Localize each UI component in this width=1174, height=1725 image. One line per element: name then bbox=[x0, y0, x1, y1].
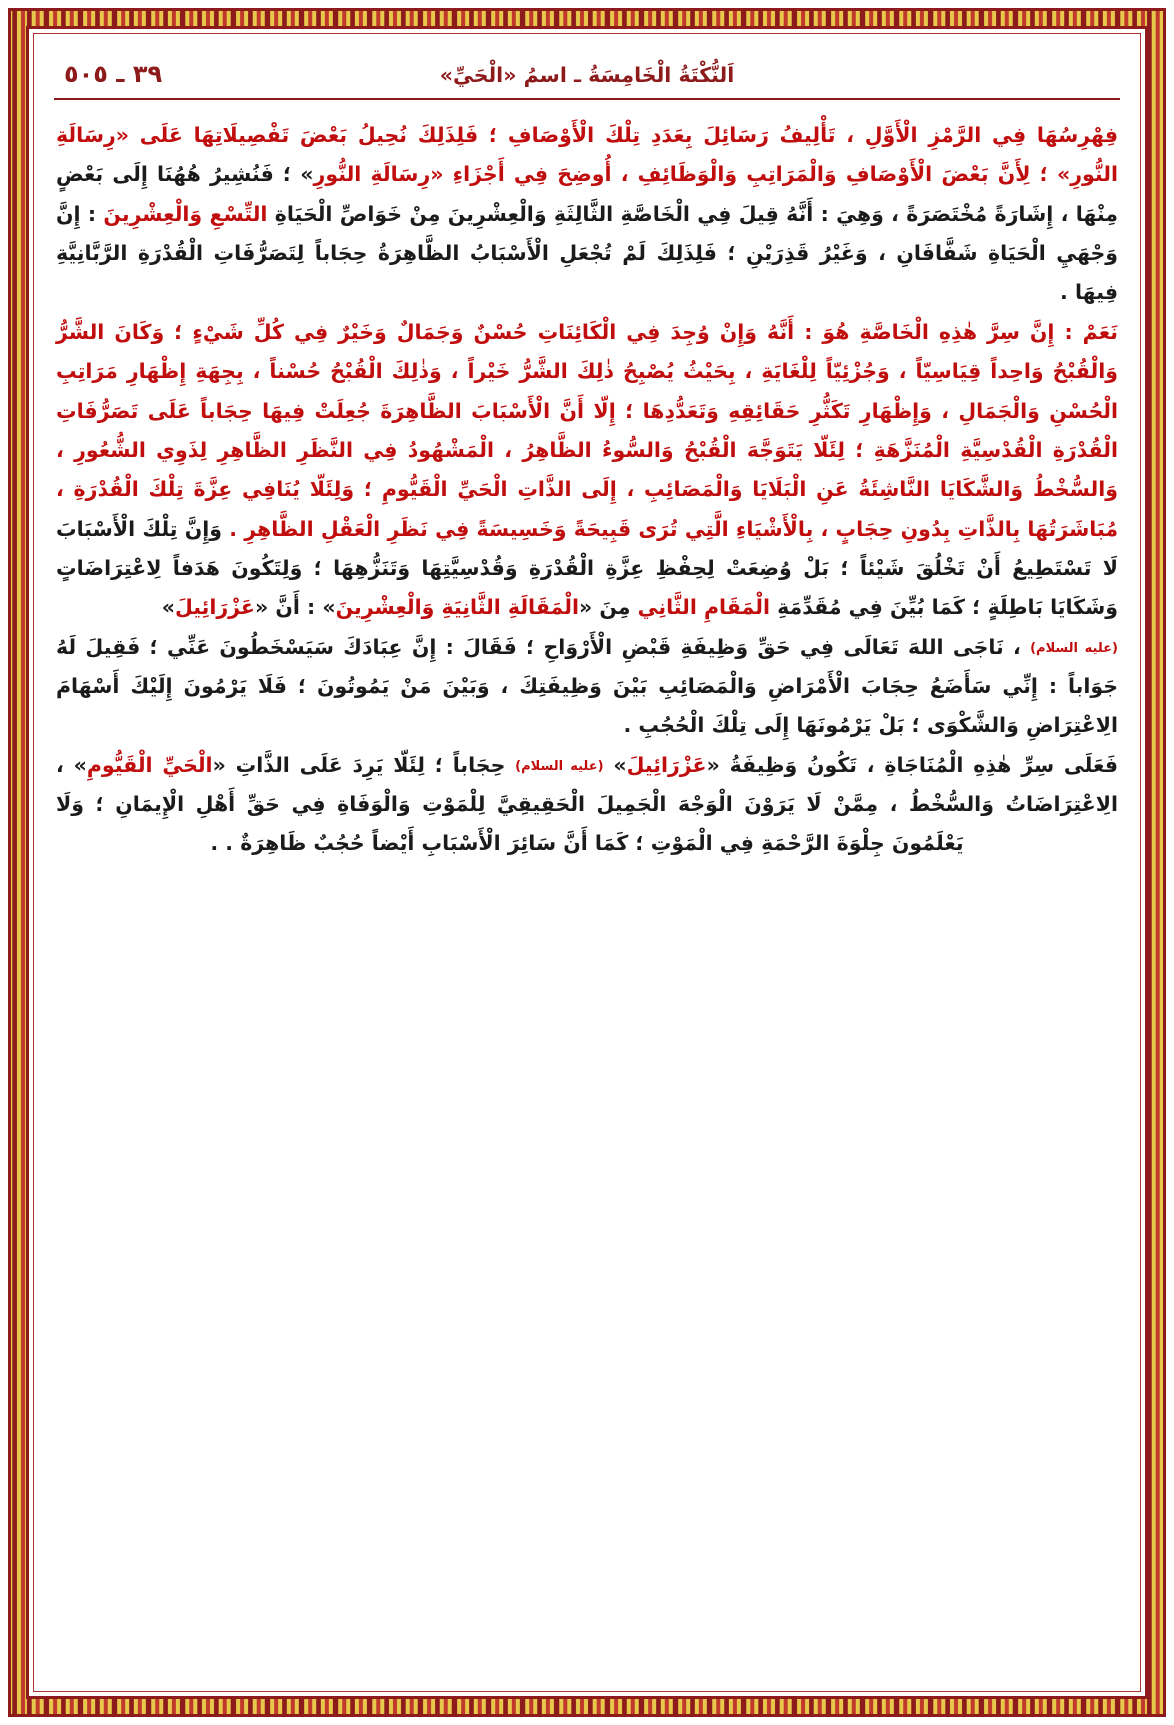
honorific-mark: (عليه السلام) bbox=[515, 758, 604, 774]
paragraph bbox=[56, 746, 1118, 864]
text-run: مِنَ « bbox=[578, 595, 638, 620]
text-run: » ؛ فَنُشِيرُ هُهُنَا إِلَى بَعْضٍ مِنْهَا ، إِشَارَةً مُخْتَصَرَةً ، وَهِيَ : أَنَّهُ قِيلَ فِي الْخَاصَّةِ الثَّالِثَةِ وَالْعِشْرِينَ مِنْ خَوَاصِّ الْحَيَاةِ bbox=[56, 162, 1118, 226]
text-run: التِّسْعِ وَالْعِشْرِينَ bbox=[103, 201, 268, 226]
text-run: » : أَنَّ « bbox=[254, 595, 336, 620]
text-run: : إِنَّ وَجْهَيِ الْحَيَاةِ شَفَّافَانِ ، وَغَيْرُ قَذِرَيْنِ ؛ فَلِذَلِكَ لَمْ تُجْعَلِ الْأَسْبَابُ الظَّاهِرَةُ حِجَاباً لِتَصَرُّفَاتِ الْقُدْرَةِ الرَّبَّانِيَّةِ فِيهَا . bbox=[56, 201, 1118, 305]
page-title: اَلنُّكْتَةُ الْخَامِسَةُ ـ اسمُ «الْحَيِّ» bbox=[439, 63, 735, 87]
header-divider bbox=[54, 98, 1120, 100]
text-run: الْمَقَامِ الثَّانِي bbox=[637, 595, 770, 620]
text-run: فَعَلَى سِرِّ هٰذِهِ الْمُنَاجَاةِ ، تَكُونُ وَظِيفَةُ « bbox=[706, 752, 1118, 777]
text-run: رِسَالَةِ النُّورِ bbox=[313, 162, 431, 187]
page-header bbox=[44, 46, 1130, 88]
text-run: الْحَيِّ الْقَيُّومِ bbox=[86, 752, 213, 777]
text-run: » bbox=[603, 752, 627, 777]
text-run: حِجَاباً ؛ لِئَلّا يَرِدَ عَلَى الذَّاتِ « bbox=[212, 752, 516, 777]
text-run: وَإِنَّ تِلْكَ الْأَسْبَابَ لَا تَسْتَطِيعُ أَنْ تَخْلُقَ شَيْئاً ؛ بَلْ وُضِعَتْ لِحِفْظِ عِزَّةِ الْقُدْرَةِ وَقُدْسِيَّتِهَا وَتَنَزُّهِهَا ؛ وَلِتَكُونَ هَدَفاً لِاعْتِرَاضَاتٍ وَشَكَايَا بَاطِلَةٍ ؛ كَمَا بُيِّنَ فِي مُقَدِّمَةِ bbox=[56, 516, 1118, 620]
paragraph bbox=[56, 628, 1118, 746]
page-content bbox=[44, 46, 1130, 1681]
text-run: عَزْرَائِيلَ bbox=[626, 752, 707, 777]
text-run: » ، الِاعْتِرَاضَاتُ وَالسُّخْطُ ، مِمَّنْ لَا يَرَوْنَ الْوَجْهَ الْجَمِيلَ الْحَقِيقِيَّ لِلْمَوْتِ وَالْوَفَاةِ فِي حَقِّ أَهْلِ الْإِيمَانِ ؛ وَلَا يَعْلَمُونَ جِلْوَةَ الرَّحْمَةِ فِي الْمَوْتِ ؛ كَمَا أَنَّ سَائِرَ الْأَسْبَابِ أَيْضاً حُجُبٌ ظَاهِرَةٌ . . bbox=[56, 752, 1118, 856]
text-run: عَزْرَائِيلَ bbox=[174, 595, 255, 620]
text-run: ، نَاجَى اللهَ تَعَالَى فِي حَقِّ وَظِيفَةِ قَبْضِ الْأَرْوَاحِ ؛ فَقَالَ : إِنَّ عِبَادَكَ سَيَسْخَطُونَ عَنِّي ؛ فَقِيلَ لَهُ جَوَاباً : إِنِّي سَأَضَعُ حِجَابَ الْأَمْرَاضِ وَالْمَصَائِبِ بَيْنَ وَظِيفَتِكَ ، وَبَيْنَ مَنْ يَمُوتُونَ ؛ فَلَا يَرْمُونَ إِلَيْكَ أَسْهَامَ الِاعْتِرَاضِ وَالشَّكْوَى ؛ بَلْ يَرْمُونَهَا إِلَى تِلْكَ الْحُجُبِ . bbox=[56, 634, 1118, 738]
paragraph bbox=[56, 116, 1118, 313]
honorific-mark: (عليه السلام) bbox=[1030, 640, 1118, 656]
text-run: فِهْرِسُهَا فِي الرَّمْزِ الْأَوَّلِ ، تَأْلِيفُ رَسَائِلَ بِعَدَدِ تِلْكَ الْأَوْصَافِ ؛ فَلِذَلِكَ نُحِيلُ بَعْضَ تَفْصِيلَاتِهَا عَلَى «رِسَالَةِ النُّورِ» ؛ لِأَنَّ بَعْضَ الْأَوْصَافِ وَالْمَرَاتِبِ وَالْوَظَائِفِ ، أُوضِحَ فِي أَجْزَاءِ « bbox=[56, 123, 1119, 187]
text-run: نَعَمْ : إِنَّ سِرَّ هٰذِهِ الْخَاصَّةِ هُوَ : أَنَّهُ وَإِنْ وُجِدَ فِي الْكَائِنَاتِ حُسْنٌ وَجَمَالٌ وَخَيْرٌ فِي كُلِّ شَيْءٍ ؛ وَكَانَ الشَّرُّ وَالْقُبْحُ وَاحِداً قِيَاسِيّاً ، وَجُزْئِيّاً لِلْغَايَةِ ، بِحَيْثُ يُصْبِحُ ذٰلِكَ الشَّرُّ خَيْراً ، وَذٰلِكَ الْقُبْحُ حُسْناً ، بِجِهَةِ إِظْهَارِ مَرَاتِبِ الْحُسْنِ وَالْجَمَالِ ، وَإِظْهَارِ تَكَثُّرِ حَقَائِقِهِ وَتَعَدُّدِهَا ؛ إِلّا أَنَّ الْأَسْبَابَ الظَّاهِرَةَ جُعِلَتْ فِيهَا حِجَاباً عَلَى تَصَرُّفَاتِ الْقُدْرَةِ الْقُدْسِيَّةِ الْمُنَزَّهَةِ ؛ لِئَلّا يَتَوَجَّهَ الْقُبْحُ وَالسُّوءُ الظَّاهِرُ ، الْمَشْهُودُ فِي النَّظَرِ الظَّاهِرِ لِذَوِي الشُّعُورِ ، وَالسُّخْطُ وَالشَّكَايَا النَّاشِئَةُ عَنِ الْبَلَايَا وَالْمَصَائِبِ ، إِلَى الذَّاتِ الْحَيِّ الْقَيُّومِ ؛ وَلِئَلّا يُنَافِي عِزَّةَ تِلْكَ الْقُدْرَةِ ، مُبَاشَرَتُهَا بِالذَّاتِ بِدُونِ حِجَابٍ ، بِالْأَشْيَاءِ الَّتِي تُرَى قَبِيحَةً وَخَسِيسَةً فِي نَظَرِ الْعَقْلِ الظَّاهِرِ . bbox=[56, 319, 1119, 541]
page-number: ٣٩ ـ ٥٠٥ bbox=[64, 60, 163, 88]
text-run: » bbox=[161, 595, 175, 620]
document-body bbox=[56, 116, 1118, 864]
paragraph bbox=[56, 313, 1118, 628]
text-run: الْمَقَالَةِ الثَّانِيَةِ وَالْعِشْرِينَ bbox=[335, 595, 579, 620]
